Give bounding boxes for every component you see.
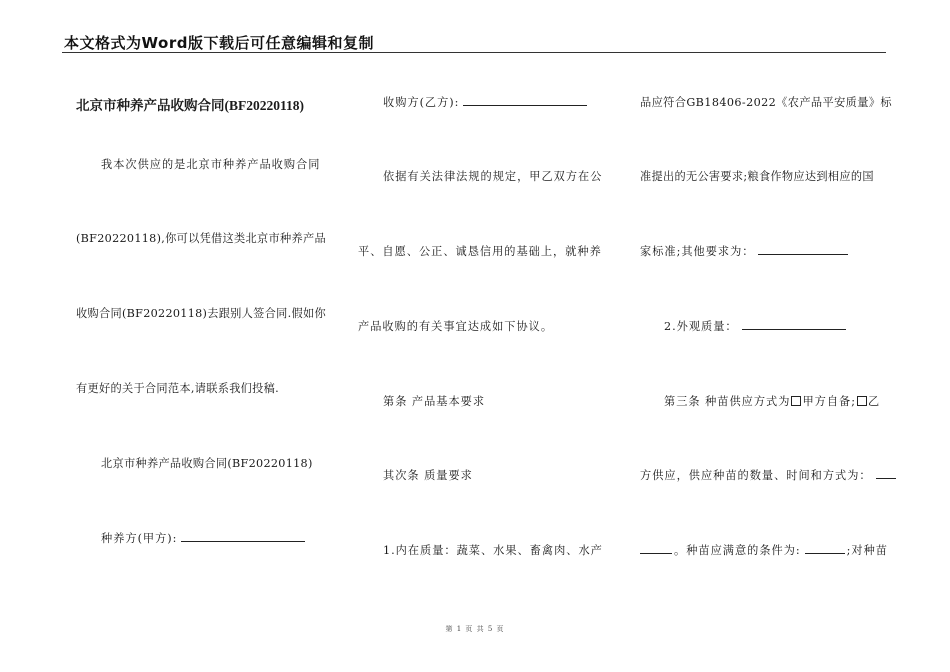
option-party-b: 乙 — [867, 395, 881, 408]
seedling-details-line — [640, 467, 896, 483]
paragraph-line: 收购合同(BF20220118)去跟别人签合同.假如你 — [76, 307, 326, 320]
appearance-quality-blank — [742, 318, 846, 330]
seedling-conditions-blank — [805, 542, 845, 554]
appearance-quality-label: 2.外观质量： — [664, 320, 738, 333]
party-a-line — [101, 530, 305, 546]
party-a-blank — [181, 530, 305, 542]
paragraph-line: 我本次供应的是北京市种养产品收购合同 — [101, 158, 321, 171]
seedling-supply-label: 第三条 种苗供应方式为 — [664, 395, 791, 408]
paragraph-line: 依据有关法律法规的规定，甲乙双方在公 — [383, 170, 603, 183]
party-b-blank — [463, 94, 587, 106]
seedling-supply-line — [664, 393, 880, 409]
paragraph-line: 品应符合GB18406-2022《农产品平安质量》标 — [640, 96, 893, 109]
other-requirements-line — [640, 243, 848, 259]
seedling-conditions-line — [640, 542, 888, 558]
paragraph-line: 有更好的关于合同范本,请联系我们投稿. — [76, 382, 280, 395]
paragraph-line: 准提出的无公害要求;粮食作物应达到相应的国 — [640, 170, 874, 183]
seedling-conditions-label: 。种苗应满意的条件为: — [674, 544, 801, 557]
seedling-details-label: 方供应，供应种苗的数量、时间和方式为： — [640, 469, 872, 482]
article-heading: 其次条 质量要求 — [383, 469, 473, 482]
page-number: 第 1 页 共 5 页 — [445, 625, 505, 633]
paragraph-line: 平、自愿、公正、诚恳信用的基础上，就种养 — [358, 245, 602, 258]
paragraph-line: 产品收购的有关事宜达成如下协议。 — [358, 320, 554, 333]
document-title: 北京市种养产品收购合同(BF20220118) — [76, 98, 304, 113]
option-self-supply: 甲方自备; — [802, 395, 856, 408]
other-requirements-label: 家标准;其他要求为： — [640, 245, 755, 258]
banner-divider — [62, 52, 886, 53]
party-a-label: 种养方(甲方): — [101, 532, 178, 545]
paragraph-line: 北京市种养产品收购合同(BF20220118) — [101, 457, 313, 470]
seedling-details-blank — [876, 467, 896, 479]
seedling-trailing-text: ;对种苗 — [846, 544, 888, 557]
article-heading: 第条 产品基本要求 — [383, 395, 486, 408]
paragraph-line: 1.内在质量：蔬菜、水果、畜禽肉、水产 — [383, 544, 603, 557]
party-b-label: 收购方(乙方): — [383, 96, 460, 109]
party-b-line — [383, 94, 587, 110]
checkbox-party-b-supply[interactable] — [857, 396, 867, 406]
paragraph-line: (BF20220118),你可以凭借这类北京市种养产品 — [76, 232, 326, 245]
seedling-continued-blank — [640, 542, 672, 554]
document-banner: 本文格式为Word版下载后可任意编辑和复制 — [64, 34, 374, 52]
checkbox-self-supply[interactable] — [791, 396, 801, 406]
appearance-quality-line — [664, 318, 846, 334]
other-requirements-blank — [758, 243, 848, 255]
